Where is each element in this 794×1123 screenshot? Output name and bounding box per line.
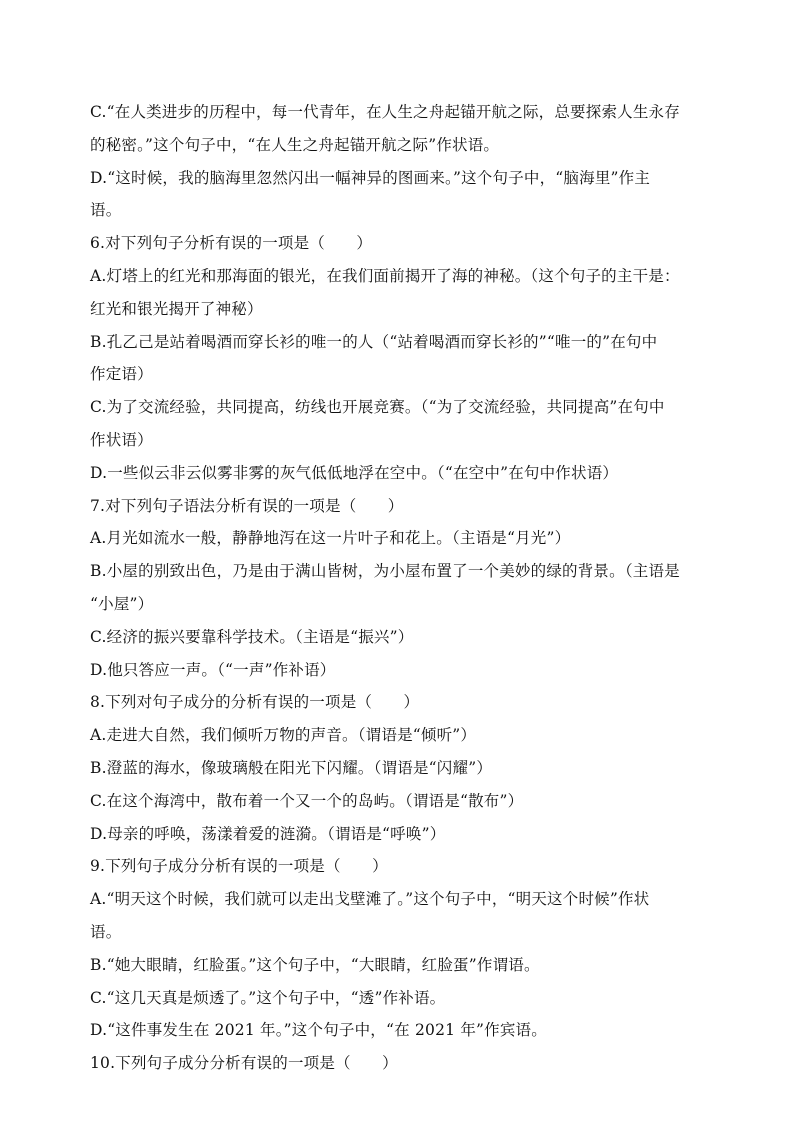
question-7-option-b: B.小屋的别致出色，乃是由于满山皆树，为小屋布置了一个美妙的绿的背景。（主语是 <box>90 562 680 581</box>
question-8-option-c: C.在这个海湾中，散布着一个又一个的岛屿。（谓语是“散布”） <box>90 791 524 810</box>
question-7-option-a: A.月光如流水一般，静静地泻在这一片叶子和花上。（主语是“月光”） <box>90 529 571 548</box>
question-7-option-d: D.他只答应一声。（“一声”作补语） <box>90 660 336 679</box>
question-6-option-c: C.为了交流经验，共同提高，纺线也开展竞赛。（“为了交流经验，共同提高”在句中 <box>90 398 665 417</box>
question-6-option-a: A.灯塔上的红光和那海面的银光，在我们面前揭开了海的神秘。（这个句子的主干是： <box>90 266 680 285</box>
question-7-stem: 7.对下列句子语法分析有误的一项是（ ） <box>90 496 404 515</box>
question-9-option-d: D.“这件事发生在 2021 年。”这个句子中，“在 2021 年”作宾语。 <box>90 1021 547 1040</box>
document-page <box>90 96 710 1080</box>
question-7-option-c: C.经济的振兴要靠科学技术。（主语是“振兴”） <box>90 627 414 646</box>
question-9-option-a-cont: 语。 <box>90 922 122 941</box>
question-9-option-c: C.“这几天真是烦透了。”这个句子中，“透”作补语。 <box>90 988 446 1007</box>
question-text-line: D.“这时候，我的脑海里忽然闪出一幅神异的图画来。”这个句子中，“脑海里”作主 <box>90 168 651 187</box>
question-6-option-d: D.一些似云非云似雾非雾的灰气低低地浮在空中。（“在空中”在句中作状语） <box>90 463 619 482</box>
question-text-line: C.“在人类进步的历程中，每一代青年，在人生之舟起锚开航之际，总要探索人生永存 <box>90 103 680 121</box>
question-8-option-a: A.走进大自然，我们倾听万物的声音。（谓语是“倾听”） <box>90 726 477 745</box>
question-text-line: 的秘密。”这个句子中，“在人生之舟起锚开航之际”作状语。 <box>90 135 500 154</box>
question-9-stem: 9.下列句子成分分析有误的一项是（ ） <box>90 857 388 876</box>
question-8-stem: 8.下列对句子成分的分析有误的一项是（ ） <box>90 693 420 712</box>
question-6-option-b: B.孔乙己是站着喝酒而穿长衫的唯一的人（“站着喝酒而穿长衫的”“唯一的”在句中 <box>90 332 658 351</box>
question-7-option-b-cont: “小屋”） <box>90 594 154 613</box>
question-9-option-b: B.“她大眼睛，红脸蛋。”这个句子中，“大眼睛，红脸蛋”作谓语。 <box>90 955 540 974</box>
question-text-line: 语。 <box>90 201 122 220</box>
question-6-option-a-cont: 红光和银光揭开了神秘） <box>90 299 263 318</box>
question-10-stem: 10.下列句子成分分析有误的一项是（ ） <box>90 1054 398 1073</box>
question-6-option-b-cont: 作定语） <box>90 365 153 384</box>
question-8-option-b: B.澄蓝的海水，像玻璃般在阳光下闪耀。（谓语是“闪耀”） <box>90 758 493 777</box>
question-6-stem: 6.对下列句子分析有误的一项是（ ） <box>90 234 373 253</box>
question-9-option-a: A.“明天这个时候，我们就可以走出戈壁滩了。”这个句子中，“明天这个时候”作状 <box>90 890 650 909</box>
question-6-option-c-cont: 作状语） <box>90 430 153 449</box>
question-8-option-d: D.母亲的呼唤，荡漾着爱的涟漪。（谓语是“呼唤”） <box>90 824 446 843</box>
